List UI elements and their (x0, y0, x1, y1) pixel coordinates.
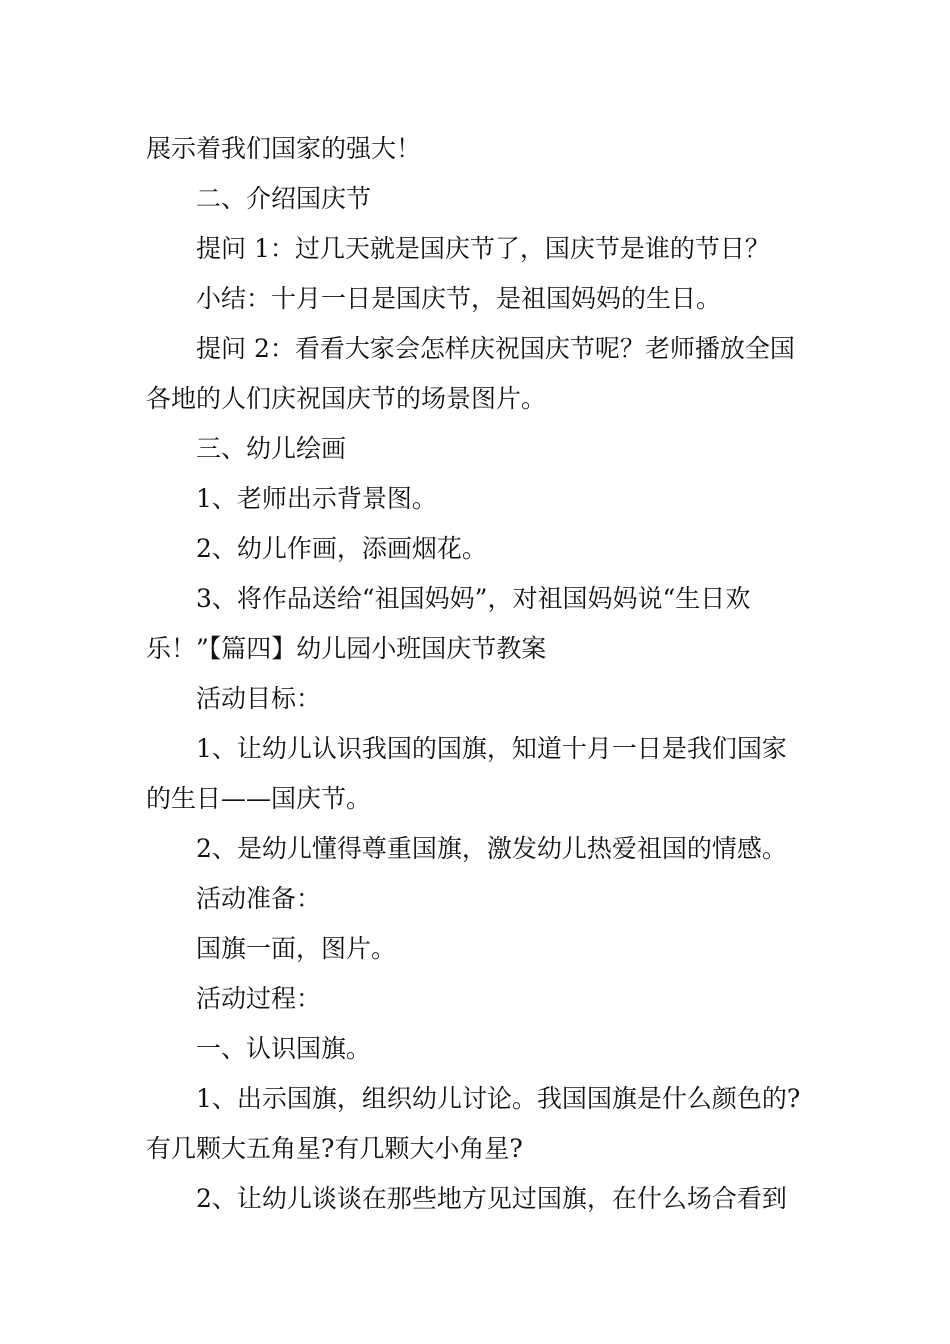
text-line: 提问 1：过几天就是国庆节了，国庆节是谁的节日？ (196, 234, 770, 263)
text-line: 一、认识国旗。 (196, 1034, 372, 1063)
text-line: 3、将作品送给“祖国妈妈”，对祖国妈妈说“生日欢 (196, 584, 751, 613)
text-line: 提问 2：看看大家会怎样庆祝国庆节呢？老师播放全国 (196, 334, 795, 363)
text-line: 的生日——国庆节。 (146, 784, 372, 813)
body-text (146, 124, 816, 1224)
text-line: 国旗一面，图片。 (196, 934, 397, 963)
text-line: 有几颗大五角星?有几颗大小角星? (146, 1134, 523, 1163)
text-line: 1、让幼儿认识我国的国旗，知道十月一日是我们国家 (196, 734, 787, 763)
text-line: 三、幼儿绘画 (196, 434, 347, 463)
text-line: 小结：十月一日是国庆节，是祖国妈妈的生日。 (196, 284, 722, 313)
text-line: 活动目标： (196, 684, 322, 713)
text-line: 乐！”【篇四】幼儿园小班国庆节教案 (146, 634, 547, 663)
text-line: 活动过程： (196, 984, 322, 1013)
text-line: 1、老师出示背景图。 (196, 484, 437, 513)
text-line: 活动准备： (196, 884, 322, 913)
text-line: 2、让幼儿谈谈在那些地方见过国旗，在什么场合看到 (196, 1184, 787, 1213)
text-line: 1、出示国旗，组织幼儿讨论。我国国旗是什么颜色的? (196, 1084, 801, 1113)
text-line: 2、是幼儿懂得尊重国旗，激发幼儿热爱祖国的情感。 (196, 834, 787, 863)
text-line: 二、介绍国庆节 (196, 184, 372, 213)
text-line: 各地的人们庆祝国庆节的场景图片。 (146, 384, 547, 413)
text-line: 2、幼儿作画，添画烟花。 (196, 534, 487, 563)
text-line: 展示着我们国家的强大！ (146, 134, 422, 163)
